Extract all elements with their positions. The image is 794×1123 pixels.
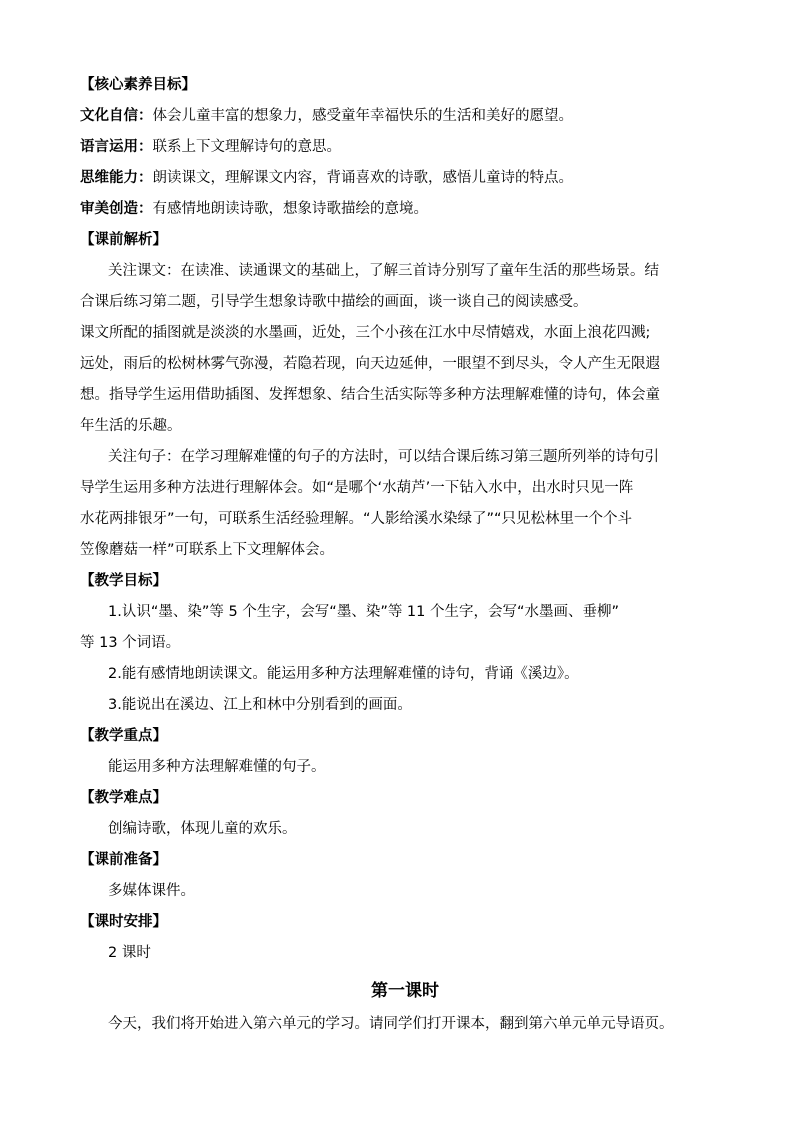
core-item-text: 联系上下文理解诗句的意思。	[152, 139, 341, 155]
analysis-line: 关注句子：在学习理解难懂的句子的方法时，可以结合课后练习第三题所列举的诗句引	[108, 449, 659, 465]
core-item-language-use	[80, 132, 730, 163]
core-item-text: 体会儿童丰富的想象力，感受童年幸福快乐的生活和美好的愿望。	[152, 108, 573, 124]
heading-schedule: 【课时安排】	[80, 914, 167, 930]
intro-text: 今天，我们将开始进入第六单元的学习。请同学们打开课本，翻到第六单元单元导语页。	[108, 1016, 674, 1032]
goal-line: 等 13 个词语。	[80, 635, 181, 651]
heading-pre-class-analysis: 【课前解析】	[80, 232, 167, 248]
core-item-label: 文化自信：	[80, 108, 153, 124]
analysis-line: 合课后练习第二题，引导学生想象诗歌中描绘的画面，谈一谈自己的阅读感受。	[80, 294, 588, 310]
core-item-label: 审美创造：	[80, 201, 153, 217]
heading-preparation: 【课前准备】	[80, 852, 167, 868]
heading-teaching-goals: 【教学目标】	[80, 573, 167, 589]
core-item-cultural-confidence	[80, 101, 730, 132]
analysis-line: 水花两排银牙”一句，可联系生活经验理解。“人影给溪水染绿了”“只见松林里一个个斗	[80, 511, 633, 527]
preparation-text: 多媒体课件。	[108, 883, 195, 899]
analysis-line: 远处，雨后的松树林雾气弥漫，若隐若现，向天边延伸，一眼望不到尽头，令人产生无限遐	[80, 356, 660, 372]
core-item-aesthetic-creation	[80, 194, 730, 225]
analysis-line: 导学生运用多种方法进行理解体会。如“是哪个‘水葫芦’一下钻入水中，出水时只见一阵	[80, 480, 634, 496]
analysis-line: 课文所配的插图就是淡淡的水墨画，近处，三个小孩在江水中尽情嬉戏，水面上浪花四溅;	[80, 325, 651, 341]
analysis-line: 笠像蘑菇一样”可联系上下文理解体会。	[80, 542, 335, 558]
core-item-thinking-ability	[80, 163, 730, 194]
goal-line: 3.能说出在溪边、江上和林中分别看到的画面。	[108, 697, 412, 713]
analysis-line: 关注课文：在读准、读通课文的基础上，了解三首诗分别写了童年生活的那些场景。结	[108, 263, 659, 279]
core-item-label: 语言运用：	[80, 139, 153, 155]
document-page	[80, 70, 730, 1040]
heading-core-literacy-goals: 【核心素养目标】	[80, 77, 196, 93]
schedule-text: 2 课时	[108, 945, 151, 961]
heading-difficulties: 【教学难点】	[80, 790, 167, 806]
core-item-text: 有感情地朗读诗歌，想象诗歌描绘的意境。	[152, 201, 428, 217]
analysis-line: 年生活的乐趣。	[80, 418, 182, 434]
key-point-text: 能运用多种方法理解难懂的句子。	[108, 759, 326, 775]
difficulty-text: 创编诗歌，体现儿童的欢乐。	[108, 821, 297, 837]
core-item-label: 思维能力：	[80, 170, 153, 186]
goal-line: 2.能有感情地朗读课文。能运用多种方法理解难懂的诗句，背诵《溪边》。	[108, 666, 579, 682]
analysis-line: 想。指导学生运用借助插图、发挥想象、结合生活实际等多种方法理解难懂的诗句，体会童	[80, 387, 660, 403]
goal-line: 1.认识“墨、染”等 5 个生字，会写“墨、染”等 11 个生字，会写“水墨画、垂柳”	[108, 604, 620, 620]
lesson-title: 第一课时	[371, 981, 439, 1001]
core-item-text: 朗读课文，理解课文内容，背诵喜欢的诗歌，感悟儿童诗的特点。	[152, 170, 573, 186]
heading-key-points: 【教学重点】	[80, 728, 167, 744]
